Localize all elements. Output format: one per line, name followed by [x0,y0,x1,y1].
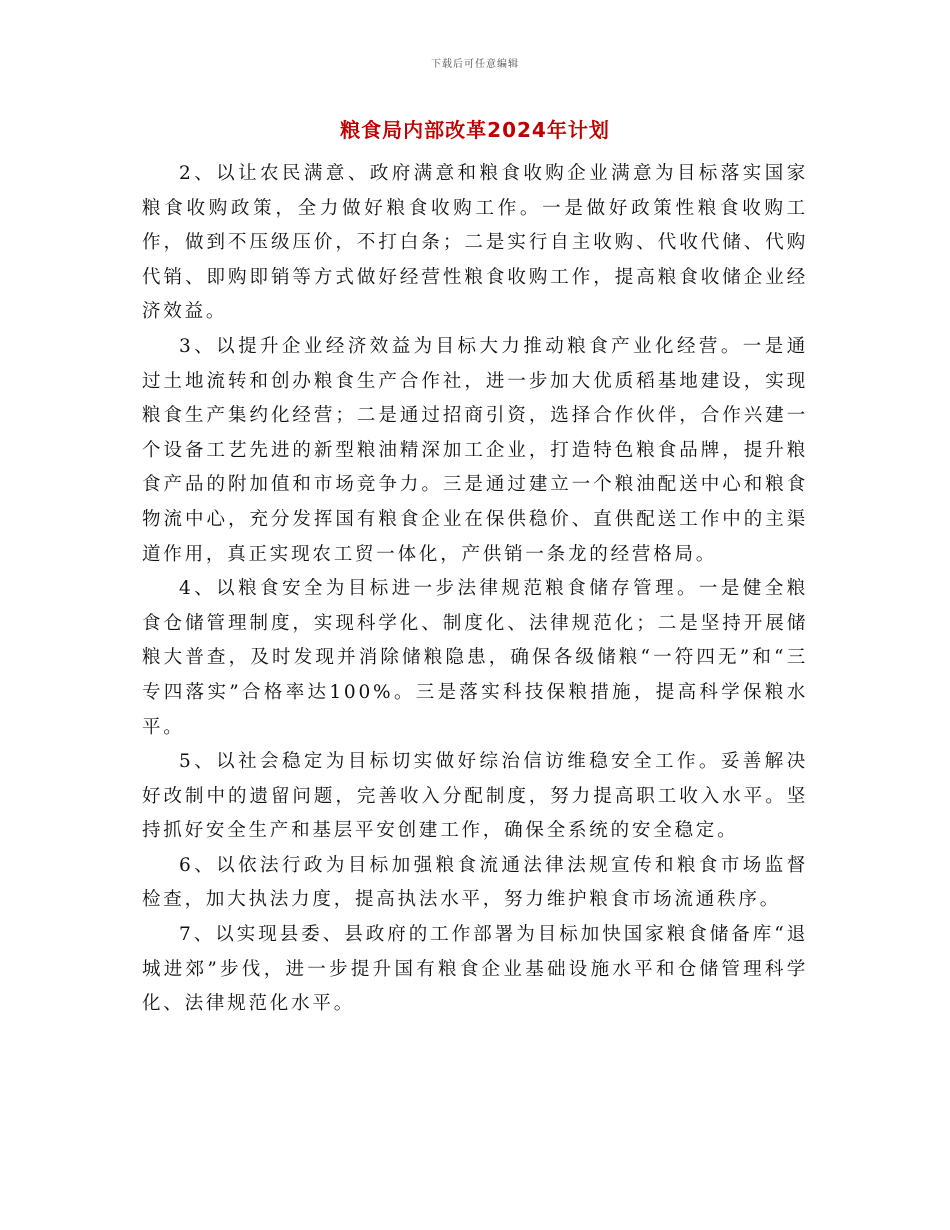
paragraph-item-5: 5、以社会稳定为目标切实做好综治信访维稳安全工作。妥善解决好改制中的遗留问题，完善收入分配制度，努力提高职工收入水平。坚持抓好安全生产和基层平安创建工作，确保全系统的安全稳定。 [142,751,808,842]
header-note: 下载后可任意编辑 [431,59,519,70]
paragraph-item-4: 4、以粮食安全为目标进一步法律规范粮食储存管理。一是健全粮食仓储管理制度，实现科学化、制度化、法律规范化；二是坚持开展储粮大普查，及时发现并消除储粮隐患，确保各级储粮“一符四无”和“三专四落实”合格率达100%。三是落实科技保粮措施，提高科学保粮水平。 [142,578,808,738]
paragraph-item-7: 7、以实现县委、县政府的工作部署为目标加快国家粮食储备库“退城进郊”步伐，进一步提升国有粮食企业基础设施水平和仓储管理科学化、法律规范化水平。 [142,924,808,1015]
document-title: 粮食局内部改革2024年计划 [340,118,610,142]
paragraph-item-2: 2、以让农民满意、政府满意和粮食收购企业满意为目标落实国家粮食收购政策，全力做好粮食收购工作。一是做好政策性粮食收购工作，做到不压级压价，不打白条；二是实行自主收购、代收代储、代购代销、即购即销等方式做好经营性粮食收购工作，提高粮食收储企业经济效益。 [142,163,808,323]
document-body [142,157,808,1022]
paragraph-item-6: 6、以依法行政为目标加强粮食流通法律法规宣传和粮食市场监督检查，加大执法力度，提高执法水平，努力维护粮食市场流通秩序。 [142,854,808,911]
paragraph-item-3: 3、以提升企业经济效益为目标大力推动粮食产业化经营。一是通过土地流转和创办粮食生产合作社，进一步加大优质稻基地建设，实现粮食生产集约化经营；二是通过招商引资，选择合作伙伴，合作兴建一个设备工艺先进的新型粮油精深加工企业，打造特色粮食品牌，提升粮食产品的附加值和市场竞争力。三是通过建立一个粮油配送中心和粮食物流中心，充分发挥国有粮食企业在保供稳价、直供配送工作中的主渠道作用，真正实现农工贸一体化，产供销一条龙的经营格局。 [142,335,808,565]
